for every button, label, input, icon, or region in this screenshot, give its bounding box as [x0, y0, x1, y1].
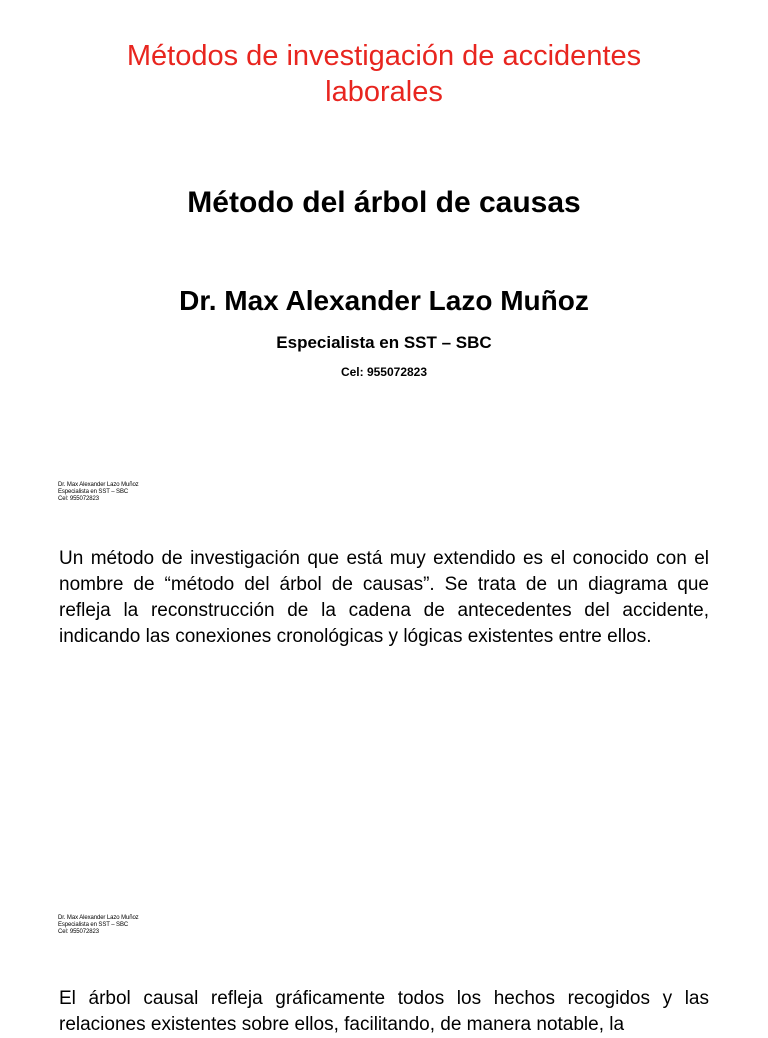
notes-author: Dr. Max Alexander Lazo Muñoz — [58, 482, 139, 488]
notes-role: Especialista en SST – SBC — [58, 489, 129, 495]
notes-author: Dr. Max Alexander Lazo Muñoz — [58, 915, 139, 921]
author-phone: Cel: 955072823 — [340, 365, 428, 379]
author-role: Especialista en SST – SBC — [276, 333, 492, 352]
document-title — [0, 38, 768, 110]
document-title-line-2: laborales — [325, 76, 443, 108]
notes-phone: Cel: 955072823 — [58, 929, 99, 935]
subtitle: Método del árbol de causas — [187, 186, 581, 219]
notes-role: Especialista en SST – SBC — [58, 922, 129, 928]
paragraph-causal-tree: El árbol causal refleja gráficamente todos los hechos recogidos y las relaciones existentes sobre ellos, facilitando, de manera notable, la — [59, 988, 709, 1035]
document-title-line-1: Métodos de investigación de accidentes — [126, 40, 642, 72]
notes-block-2 — [58, 915, 139, 936]
notes-block-1 — [58, 482, 139, 503]
notes-phone: Cel: 955072823 — [58, 496, 99, 502]
author-name: Dr. Max Alexander Lazo Muñoz — [179, 285, 589, 316]
paragraph-method-description: Un método de investigación que está muy extendido es el conocido con el nombre de “método del árbol de causas”. Se trata de un diagrama que refleja la reconstrucción de la cadena de antecedentes del accidente, indicando las conexiones cronológicas y lógicas existentes entre ellos. — [59, 548, 709, 647]
